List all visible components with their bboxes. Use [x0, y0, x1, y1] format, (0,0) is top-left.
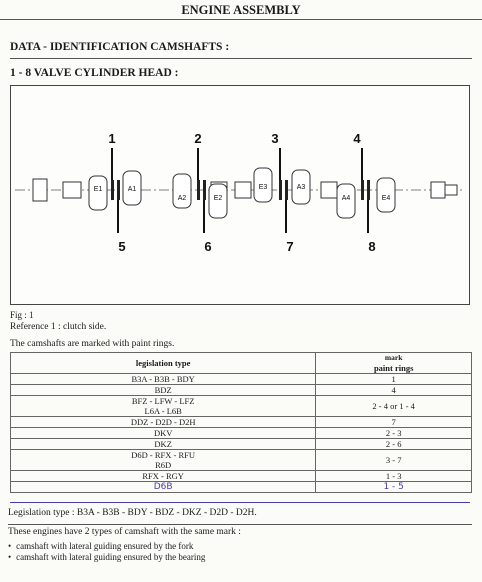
handwritten-legislation-cell: D6B — [11, 482, 316, 493]
paint-ring-6 — [203, 180, 206, 200]
table-row — [11, 428, 472, 439]
mark-cell: 1 — [316, 374, 472, 385]
lobe-e1 — [89, 176, 107, 210]
paint-ring-7 — [285, 180, 288, 200]
camshaft-drawing — [11, 86, 469, 304]
callout-4: 4 — [353, 131, 361, 146]
engines-note: These engines have 2 types of camshaft with the same mark : — [8, 527, 241, 537]
lobe-label-e4: E4 — [381, 195, 391, 202]
legislation-cell: BDZ — [11, 385, 316, 396]
table-row — [11, 450, 472, 471]
legislation-cell: DKZ — [11, 439, 316, 450]
lobe-label-a1: A1 — [127, 186, 137, 193]
bullet-list — [8, 541, 205, 563]
mark-cell: 3 - 7 — [316, 450, 472, 471]
legislation-cell: DKV — [11, 428, 316, 439]
lobe-a2 — [173, 174, 191, 208]
page-title: ENGINE ASSEMBLY — [181, 3, 301, 17]
paint-header-label: paint rings — [373, 363, 414, 373]
callout-3: 3 — [271, 131, 279, 146]
reference-note: Reference 1 : clutch side. — [10, 322, 107, 332]
lobe-label-e3: E3 — [258, 184, 268, 191]
table-row — [11, 439, 472, 450]
mark-cell: 2 - 3 — [316, 428, 472, 439]
mark-cell: 1 - 3 — [316, 471, 472, 482]
table-row — [11, 417, 472, 428]
legislation-line: R6D — [155, 460, 172, 470]
table-row — [11, 374, 472, 385]
callout-6: 6 — [204, 239, 212, 254]
marking-note: The camshafts are marked with paint rings. — [10, 339, 175, 349]
callout-8: 8 — [368, 239, 376, 254]
callout-5: 5 — [118, 239, 126, 254]
lobe-label-a2: A2 — [177, 195, 187, 202]
legislation-line: L6A - L6B — [144, 406, 182, 416]
mark-cell: 7 — [316, 417, 472, 428]
list-item: • camshaft with lateral guiding ensured by the fork — [8, 541, 205, 552]
mark-cell: 2 - 4 or 1 - 4 — [316, 396, 472, 417]
mark-header — [316, 353, 472, 374]
handwritten-underline — [10, 502, 470, 503]
mark-cell: 4 — [316, 385, 472, 396]
legislation-cell — [11, 396, 316, 417]
paint-ring-8 — [367, 180, 370, 200]
paint-ring-2 — [197, 180, 200, 200]
callout-2: 2 — [194, 131, 202, 146]
lobe-label-a4: A4 — [341, 195, 351, 202]
paint-ring-1 — [111, 180, 114, 200]
mark-header-label: mark — [384, 353, 403, 362]
legislation-table — [10, 352, 472, 493]
table-row — [11, 471, 472, 482]
paint-ring-5 — [117, 180, 120, 200]
table-row-handwritten — [11, 482, 472, 493]
subsection-title: 1 - 8 VALVE CYLINDER HEAD : — [10, 67, 179, 79]
mark-cell: 2 - 6 — [316, 439, 472, 450]
paint-ring-4 — [361, 180, 364, 200]
callout-7: 7 — [286, 239, 294, 254]
legislation-line: D6D - RFX - RFU — [131, 450, 196, 460]
section-title: DATA - IDENTIFICATION CAMSHAFTS : — [10, 41, 230, 53]
separator-rule — [8, 524, 472, 525]
paint-ring-3 — [279, 180, 282, 200]
table-row — [11, 396, 472, 417]
handwritten-mark-cell: 1 - 5 — [316, 482, 472, 493]
callout-1: 1 — [108, 131, 116, 146]
table-row — [11, 385, 472, 396]
legislation-cell: RFX - RGY — [11, 471, 316, 482]
lobe-label-a3: A3 — [296, 184, 306, 191]
legislation-header: legislation type — [11, 353, 316, 374]
figure-label: Fig : 1 — [10, 310, 34, 320]
camshaft-diagram — [10, 85, 470, 305]
legislation-cell: DDZ - D2D - D2H — [11, 417, 316, 428]
header-rule — [0, 19, 482, 20]
legislation-cell — [11, 450, 316, 471]
section-rule — [10, 58, 472, 59]
legislation-type-line: Legislation type : B3A - B3B - BDY - BDZ - DKZ - D2D - D2H. — [8, 508, 257, 518]
lobe-label-e2: E2 — [213, 195, 223, 202]
legislation-cell: B3A - B3B - BDY — [11, 374, 316, 385]
lobe-label-e1: E1 — [93, 186, 103, 193]
legislation-line: BFZ - LFW - LFZ — [131, 396, 195, 406]
list-item: • camshaft with lateral guiding ensured by the bearing — [8, 552, 205, 563]
table-header-row — [11, 353, 472, 374]
